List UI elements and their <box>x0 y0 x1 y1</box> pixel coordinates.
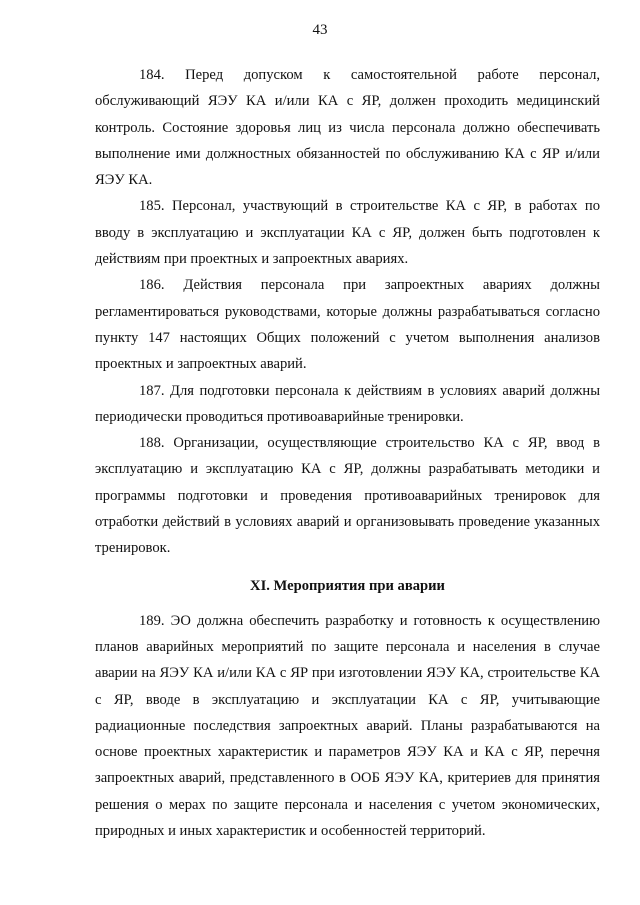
paragraph-188: 188. Организации, осуществляющие строительство КА с ЯР, ввод в эксплуатацию и эксплуатацию КА с ЯР, должны разрабатывать методики и программы подготовки и проведения противоаварийных тренировок для отработки действий в условиях аварий и организовывать проведение указанных тренировок. <box>95 435 600 557</box>
page-number: 43 <box>312 22 328 38</box>
paragraph-187: 187. Для подготовки персонала к действиям в условиях аварий должны периодически проводиться противоаварийные тренировки. <box>95 382 600 425</box>
section-heading: XI. Мероприятия при аварии <box>250 577 445 594</box>
document-body <box>95 62 600 844</box>
paragraph-184: 184. Перед допуском к самостоятельной работе персонал, обслуживающий ЯЭУ КА и/или КА с ЯР, должен проходить медицинский контроль. Состояние здоровья лиц из числа персонала должно обеспечивать выполнение ими должностных обязанностей по обслуживанию КА с ЯР и/или ЯЭУ КА. <box>95 67 600 189</box>
paragraph-189: 189. ЭО должна обеспечить разработку и готовность к осуществлению планов аварийных мероприятий по защите персонала и населения в случае аварии на ЯЭУ КА и/или КА с ЯР при изготовлении ЯЭУ КА, строительстве КА с ЯР, вводе в эксплуатацию и эксплуатации КА с ЯР, учитывающие радиационные последствия запроектных аварий. Планы разрабатываются на основе проектных характеристик и параметров ЯЭУ КА и КА с ЯР, перечня запроектных аварий, представленного в ООБ ЯЭУ КА, критериев для принятия решения о мерах по защите персонала и населения с учетом экономических, природных и иных характеристик и особенностей территорий. <box>95 612 600 840</box>
paragraph-185: 185. Персонал, участвующий в строительстве КА с ЯР, в работах по вводу в эксплуатацию и эксплуатации КА с ЯР, должен быть подготовлен к действиям при проектных и запроектных авариях. <box>95 198 600 268</box>
paragraph-186: 186. Действия персонала при запроектных авариях должны регламентироваться руководствами, которые должны разрабатываться согласно пункту 147 настоящих Общих положений с учетом выполнения анализов проектных и запроектных аварий. <box>95 277 600 373</box>
